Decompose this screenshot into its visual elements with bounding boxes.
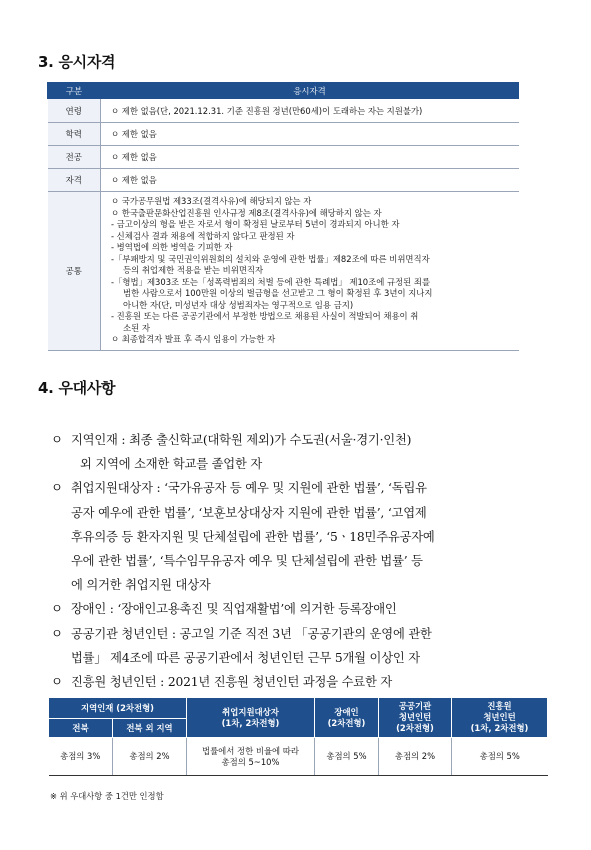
row-value: ㅇ 제한 없음(단, 2021.12.31. 기준 진흥원 정년(만60세)이 도래하는 자는 지원불가): [101, 99, 519, 123]
table-row: [49, 738, 548, 776]
benefit-line: [51, 648, 420, 666]
qualification-table: [47, 82, 519, 351]
header-qualification: 응시자격: [101, 83, 519, 99]
header-kpipa-intern: 진흥원 청년인턴 (1차, 2차전형): [452, 698, 548, 738]
benefit-line: [51, 454, 262, 472]
common-line: 등의 취업제한 적용을 받는 비위면직자: [123, 265, 264, 275]
benefit-text: 후유의증 등 환자지원 및 단체설립에 관한 법률’, ‘5ㆍ18민주유공자예: [71, 529, 435, 544]
header-category: 구분: [48, 83, 101, 99]
row-age: [48, 99, 519, 123]
bullet-marker: ㅇ: [51, 675, 63, 689]
benefit-text: 우에 관한 법률’, ‘특수임무유공자 예우 및 단체설립에 관한 법률’ 등: [71, 554, 423, 568]
benefit-line: [51, 527, 435, 545]
row-education: [48, 123, 519, 146]
section-3-title: 3. 응시자격: [38, 53, 116, 71]
header-public-intern: 공공기관 청년인턴 (2차전형): [379, 698, 452, 738]
common-requirements: [101, 192, 519, 351]
benefit-line: [51, 624, 432, 642]
benefit-text: 법률」 제4조에 따른 공공기관에서 청년인턴 근무 5개월 이상인 자: [71, 650, 420, 665]
benefit-text: 장애인 : ‘장애인고용촉진 및 직업재활법’에 의거한 등록장애인: [71, 602, 397, 617]
benefit-text: 취업지원대상자 : ‘국가유공자 등 예우 및 지원에 관한 법률’, ‘독립유: [71, 481, 427, 496]
common-line: -「부패방지 및 국민권익위원회의 설치와 운영에 관한 법률」제82조에 따른 비위면직자: [111, 253, 430, 264]
common-line: - 신체검사 결과 채용에 적합하지 않다고 판정된 자: [111, 230, 295, 241]
row-value: ㅇ 제한 없음: [101, 146, 519, 169]
header-regional: 지역인재 (2차전형): [49, 698, 187, 719]
benefit-line: [51, 599, 397, 617]
row-value: ㅇ 제한 없음: [101, 123, 519, 146]
common-line: 아니한 자(단, 미성년자 대상 성범죄자는 영구적으로 임용 금지): [123, 299, 354, 310]
row-label: 전공: [48, 146, 101, 169]
common-line: ㅇ 한국출판문화산업진흥원 인사규정 제8조(결격사유)에 해당하지 않는 자: [111, 207, 382, 218]
row-label: 연령: [48, 99, 101, 123]
benefit-line: [51, 672, 392, 690]
benefit-line: [51, 551, 423, 569]
benefit-note: ※ 위 우대사항 중 1건만 인정함: [50, 791, 164, 801]
header-disabled: 장애인 (2차전형): [315, 698, 379, 738]
value-public-intern: 총점의 2%: [379, 738, 452, 776]
benefit-line: [51, 575, 211, 593]
qualification-header-row: [48, 83, 519, 99]
bullet-marker: ㅇ: [51, 602, 63, 617]
common-line: 소된 자: [123, 322, 150, 333]
benefit-text: 에 의거한 취업지원 대상자: [71, 578, 211, 593]
header-jeonbuk: 전북: [49, 719, 113, 738]
value-disabled: 총점의 5%: [315, 738, 379, 776]
benefit-text: 지역인재 : 최종 출신학교(대학원 제외)가 수도권(서울·경기·인천): [71, 433, 412, 447]
header-outside-jeonbuk: 전북 외 지역: [113, 719, 187, 738]
value-outside-jeonbuk: 총점의 2%: [113, 738, 187, 776]
common-line: ㅇ 국가공무원법 제33조(결격사유)에 해당되지 않는 자: [111, 196, 312, 206]
value-kpipa-intern: 총점의 5%: [452, 738, 548, 776]
row-major: [48, 146, 519, 169]
benefit-text: 외 지역에 소재한 학교를 졸업한 자: [80, 457, 263, 472]
section-4-title: 4. 우대사항: [38, 379, 116, 397]
benefit-line: [51, 430, 411, 448]
row-license: [48, 169, 519, 192]
bullet-marker: ㅇ: [51, 626, 63, 641]
common-line: 범한 사람으로서 100만원 이상의 벌금형을 선고받고 그 형이 확정된 후 3년이 지나지: [123, 288, 433, 298]
header-employment-support: 취업지원대상자 (1차, 2차전형): [187, 698, 315, 738]
common-line: ㅇ 최종합격자 발표 후 즉시 임용이 가능한 자: [111, 334, 276, 344]
row-label: 공통: [48, 192, 101, 351]
benefit-text: 공자 예우에 관한 법률’, ‘보훈보상대상자 지원에 관한 법률’, ‘고엽제: [71, 505, 427, 520]
value-employment-support: 법률에서 정한 비율에 따라 총점의 5~10%: [187, 738, 315, 776]
benefit-table: [48, 697, 548, 776]
benefit-text: 진흥원 청년인턴 : 2021년 진흥원 청년인턴 과정을 수료한 자: [71, 675, 393, 689]
common-line: - 진흥원 또는 다른 공공기관에서 부정한 방법으로 채용된 사실이 적발되어 채용이 취: [111, 311, 419, 321]
bullet-marker: ㅇ: [51, 433, 63, 447]
row-label: 자격: [48, 169, 101, 192]
common-line: -「형법」제303조 또는「성폭력범죄의 처벌 등에 관한 특례법」 제10조에 규정된 죄를: [111, 276, 431, 287]
row-value: ㅇ 제한 없음: [101, 169, 519, 192]
benefit-line: [51, 478, 427, 496]
row-common: [48, 192, 519, 351]
value-jeonbuk: 총점의 3%: [49, 738, 113, 776]
benefit-text: 공공기관 청년인턴 : 공고일 기준 직전 3년 「공공기관의 운영에 관한: [71, 626, 432, 641]
benefit-line: [51, 503, 427, 521]
common-line: - 병역법에 의한 병역을 기피한 자: [111, 242, 233, 252]
common-line: - 금고이상의 형을 받은 자로서 형이 확정된 날로부터 5년이 경과되지 아니한 자: [111, 219, 400, 229]
bullet-marker: ㅇ: [51, 481, 63, 496]
row-label: 학력: [48, 123, 101, 146]
